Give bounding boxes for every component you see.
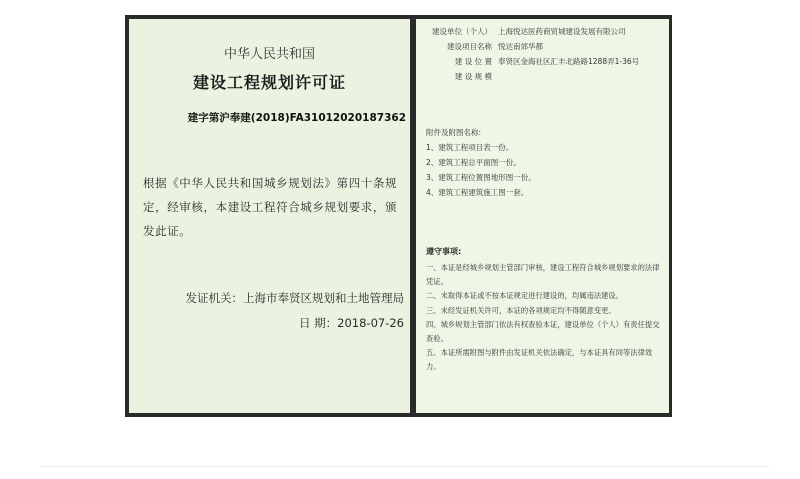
attachment-item: 1、建筑工程项目表一份。 xyxy=(426,143,514,152)
project-info xyxy=(426,24,639,84)
info-key: 建 设 位 置 xyxy=(454,57,492,66)
country-name: 中华人民共和国 xyxy=(223,47,315,62)
info-value: 悦达南郊华都 xyxy=(498,42,543,51)
notice-list xyxy=(426,261,664,374)
certificate-left-panel xyxy=(129,19,412,413)
info-row xyxy=(426,54,639,69)
info-row xyxy=(426,69,639,84)
attachment-item: 2、建筑工程总平面图一份。 xyxy=(426,158,521,167)
notice-item: 五、本证所需附图与附件由发证机关依法确定，与本证具有同等法律效力。 xyxy=(426,348,653,371)
certificate-right-panel xyxy=(415,19,669,413)
notice-title: 遵守事项: xyxy=(426,247,462,256)
info-row xyxy=(426,24,639,39)
attachments-list xyxy=(426,140,536,200)
issuing-authority: 发证机关：上海市奉贤区规划和土地管理局 xyxy=(185,291,404,305)
certificate-body-text: 根据《中华人民共和国城乡规划法》第四十条规定，经审核，本建设工程符合城乡规划要求，颁发此证。 xyxy=(143,176,398,238)
info-value: 上海悦达医药商贸城建设发展有限公司 xyxy=(498,27,626,36)
permit-certificate xyxy=(125,15,672,417)
certificate-title: 建设工程规划许可证 xyxy=(192,73,346,92)
info-row xyxy=(426,39,639,54)
issue-date: 日 期：2018-07-26 xyxy=(299,316,404,330)
certificate-number: 建字第沪奉建(2018)FA31012020187362 xyxy=(187,112,406,124)
attachment-item: 4、建筑工程建筑施工图一套。 xyxy=(426,188,529,197)
info-key: 建设单位（个人） xyxy=(432,27,492,36)
notice-item: 二、未取得本证或不按本证规定进行建设的，均属违法建设。 xyxy=(426,291,624,300)
notice-item: 三、未经发证机关许可，本证的各项规定均不得随意变更。 xyxy=(426,305,616,315)
info-value: 奉贤区金海社区汇丰北路路1288弄1-36号 xyxy=(498,57,640,66)
attachment-item: 3、建筑工程位置图地形图一份。 xyxy=(426,173,536,182)
notice-item: 四、城乡规划主管部门依法有权查验本证，建设单位（个人）有责任提交查验。 xyxy=(426,320,660,343)
notice-item: 一、本证是经城乡规划主管部门审核，建设工程符合城乡规划要求的法律凭证。 xyxy=(426,263,660,286)
info-key: 建设项目名称 xyxy=(447,42,492,51)
info-key: 建 设 规 模 xyxy=(454,72,492,81)
attachments-title: 附件及附图名称: xyxy=(426,128,482,137)
page-divider xyxy=(40,466,770,467)
